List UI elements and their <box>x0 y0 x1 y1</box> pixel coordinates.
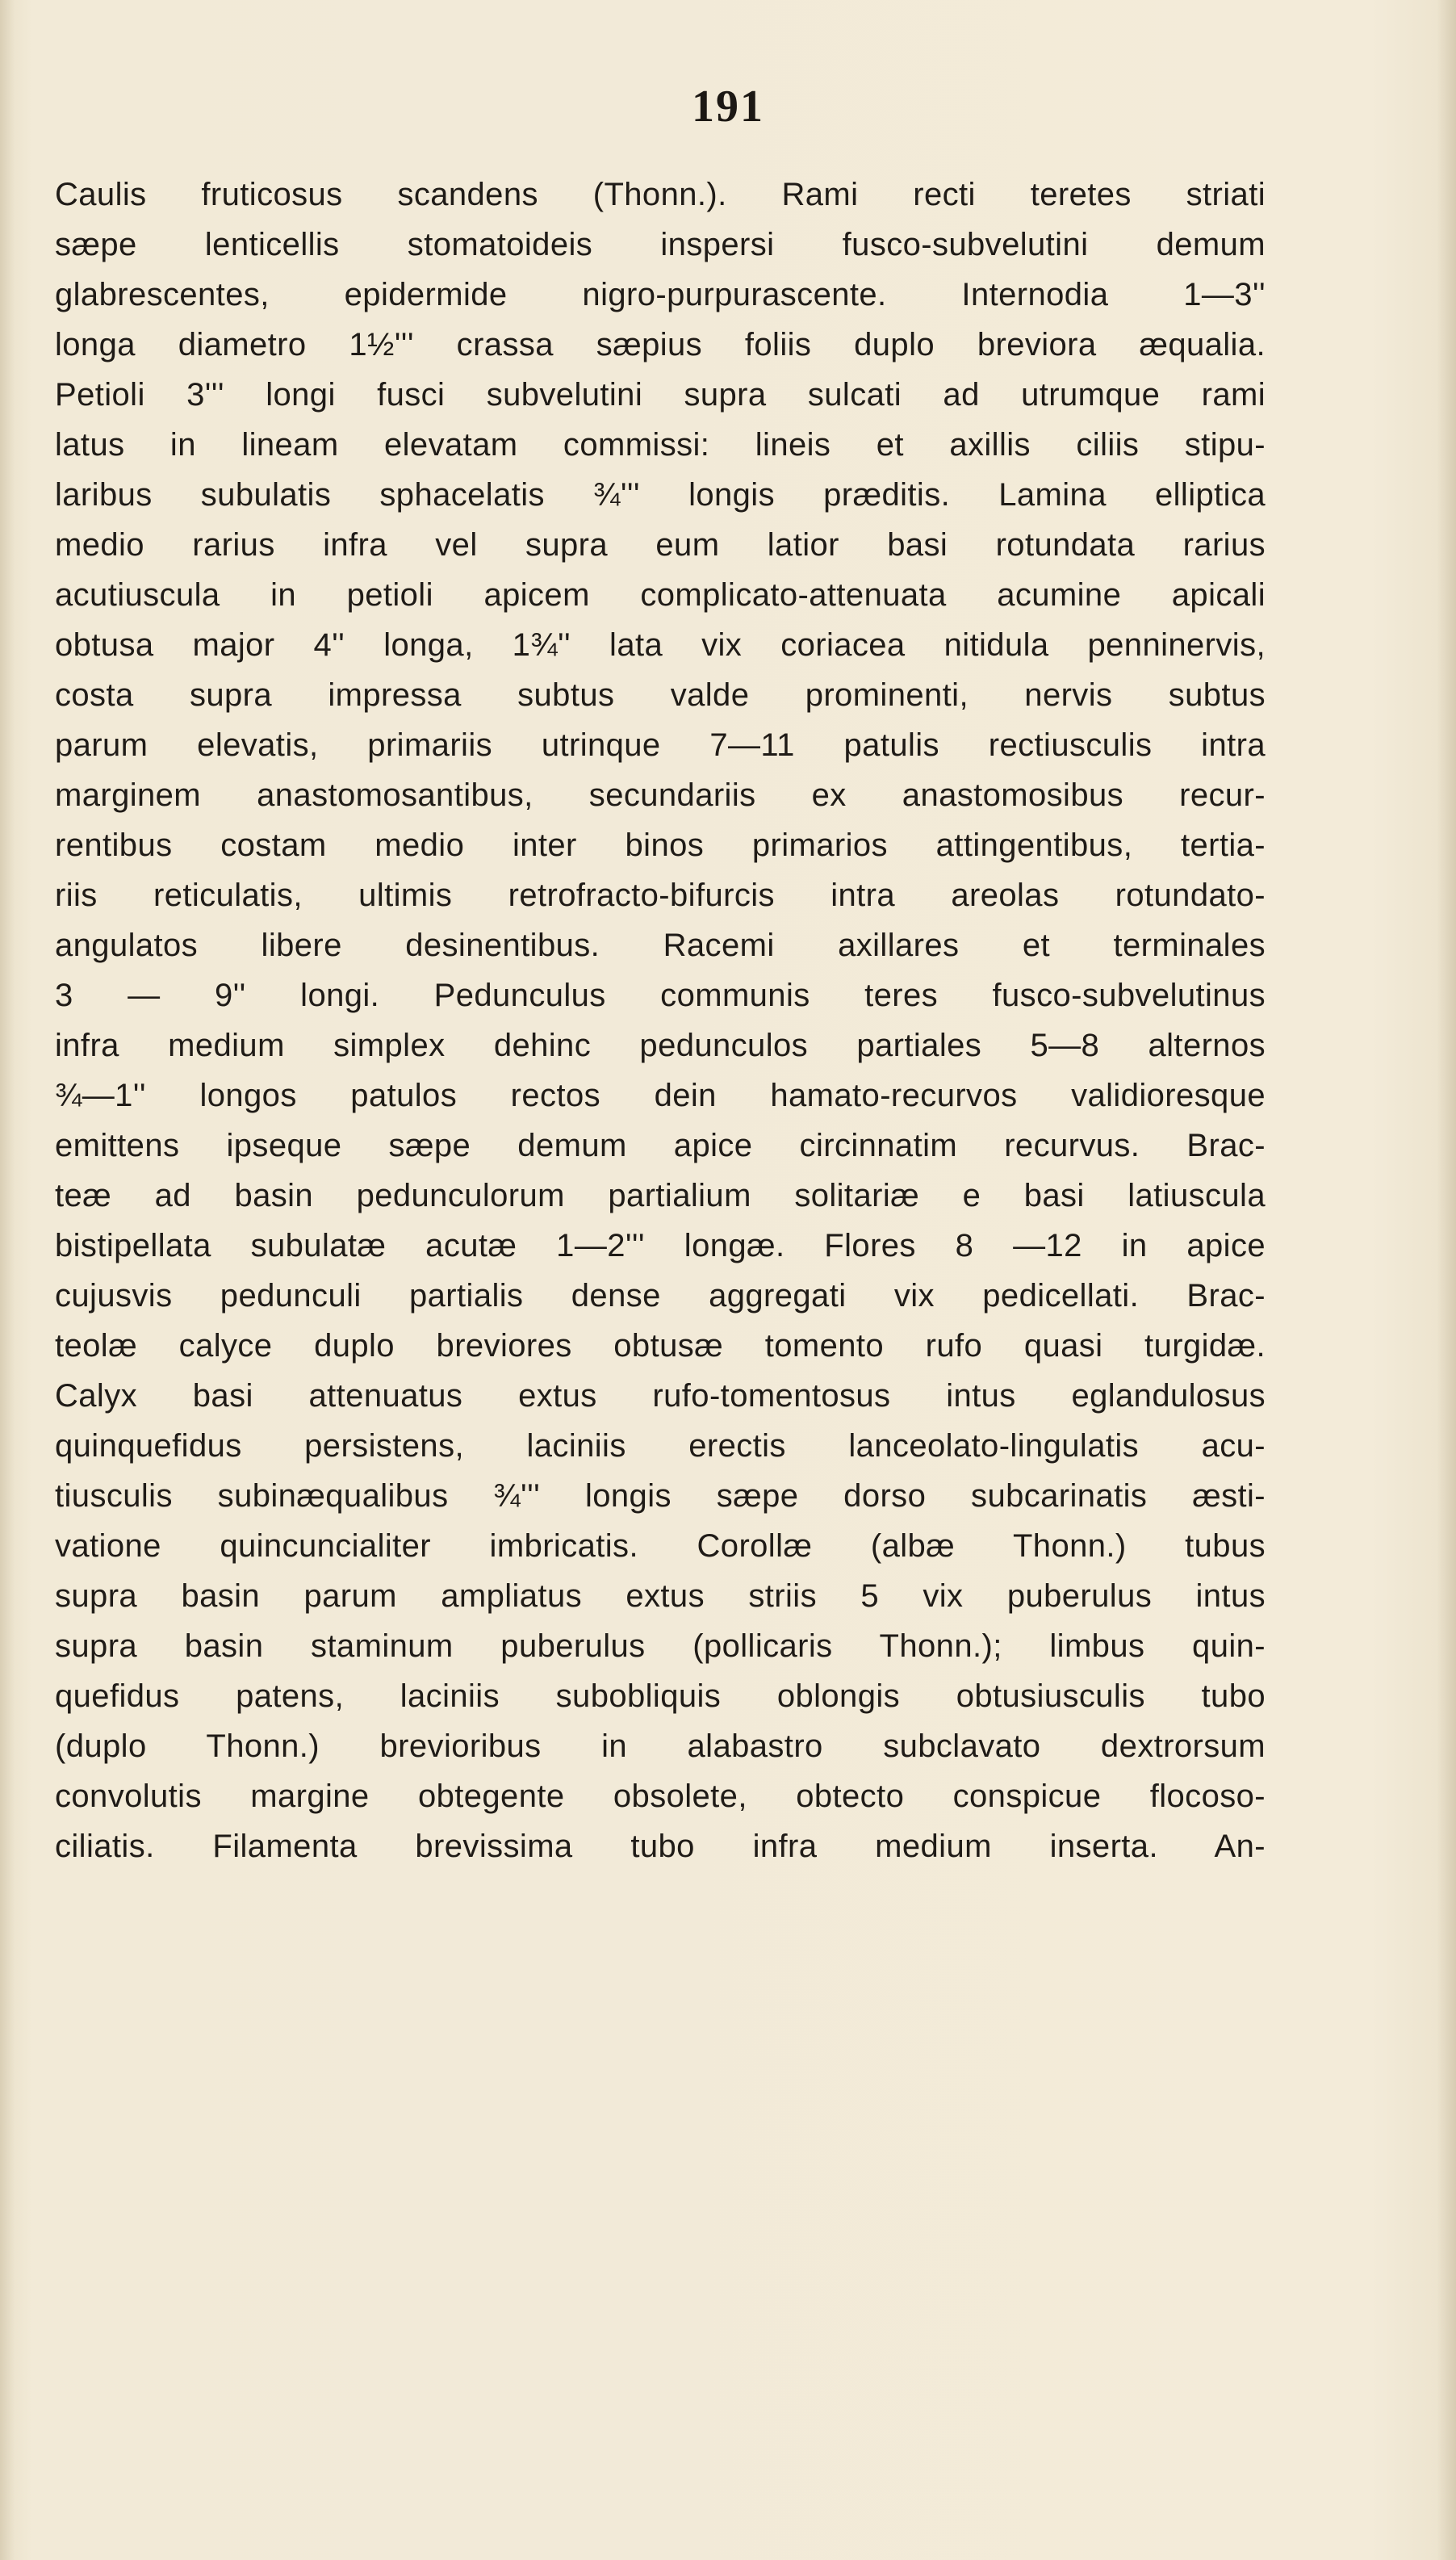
text-line: Petioli 3''' longi fusci subvelutini supra sulcati ad utrumque rami <box>55 377 1266 413</box>
text-line: tiusculis subinæqualibus ¾''' longis sæpe dorso subcarinatis æsti- <box>55 1478 1266 1514</box>
text-line: infra medium simplex dehinc pedunculos partiales 5—8 alternos <box>55 1028 1266 1063</box>
text-line: obtusa major 4'' longa, 1¾'' lata vix coriacea nitidula penninervis, <box>55 627 1266 663</box>
text-line: longa diametro 1½''' crassa sæpius foliis duplo breviora æqualia. <box>55 327 1266 362</box>
text-line: latus in lineam elevatam commissi: lineis et axillis ciliis stipu- <box>55 427 1266 463</box>
text-line: rentibus costam medio inter binos primarios attingentibus, tertia- <box>55 827 1266 863</box>
text-line: quefidus patens, laciniis subobliquis oblongis obtusiusculis tubo <box>55 1678 1266 1714</box>
text-line: medio rarius infra vel supra eum latior basi rotundata rarius <box>55 527 1266 563</box>
body-text <box>55 170 1266 1871</box>
binding-shadow <box>0 0 15 2560</box>
page-number: 191 <box>692 82 764 132</box>
text-line: cujusvis pedunculi partialis dense aggregati vix pedicellati. Brac- <box>55 1278 1266 1314</box>
text-line: (duplo Thonn.) brevioribus in alabastro subclavato dextrorsum <box>55 1728 1266 1764</box>
text-line: laribus subulatis sphacelatis ¾''' longis præditis. Lamina elliptica <box>55 477 1266 513</box>
text-line: vatione quincuncialiter imbricatis. Corollæ (albæ Thonn.) tubus <box>55 1528 1266 1564</box>
text-line: convolutis margine obtegente obsolete, obtecto conspicue flocoso- <box>55 1779 1266 1814</box>
text-line: Calyx basi attenuatus extus rufo-tomentosus intus eglandulosus <box>55 1378 1266 1414</box>
text-line: acutiuscula in petioli apicem complicato-attenuata acumine apicali <box>55 577 1266 613</box>
text-line: riis reticulatis, ultimis retrofracto-bifurcis intra areolas rotundato- <box>55 878 1266 913</box>
text-line: supra basin parum ampliatus extus striis 5 vix puberulus intus <box>55 1578 1266 1614</box>
text-line: marginem anastomosantibus, secundariis ex anastomosibus recur- <box>55 777 1266 813</box>
text-line: bistipellata subulatæ acutæ 1—2''' longæ. Flores 8 —12 in apice <box>55 1228 1266 1263</box>
text-line: teæ ad basin pedunculorum partialium solitariæ e basi latiuscula <box>55 1178 1266 1213</box>
text-line: parum elevatis, primariis utrinque 7—11 patulis rectiusculis intra <box>55 727 1266 763</box>
text-line: ciliatis. Filamenta brevissima tubo infra medium inserta. An- <box>55 1829 1266 1864</box>
text-line: 3 — 9'' longi. Pedunculus communis teres fusco-subvelutinus <box>55 978 1266 1013</box>
text-line: supra basin staminum puberulus (pollicaris Thonn.); limbus quin- <box>55 1628 1266 1664</box>
text-line: sæpe lenticellis stomatoideis inspersi fusco-subvelutini demum <box>55 227 1266 262</box>
text-line: quinquefidus persistens, laciniis erectis lanceolato-lingulatis acu- <box>55 1428 1266 1464</box>
text-line: Caulis fruticosus scandens (Thonn.). Rami recti teretes striati <box>55 177 1266 212</box>
text-line: ¾—1'' longos patulos rectos dein hamato-recurvos validioresque <box>55 1078 1266 1113</box>
text-line: costa supra impressa subtus valde prominenti, nervis subtus <box>55 677 1266 713</box>
page-edge-shadow <box>1437 0 1456 2560</box>
text-line: teolæ calyce duplo breviores obtusæ tomento rufo quasi turgidæ. <box>55 1328 1266 1364</box>
text-line: glabrescentes, epidermide nigro-purpurascente. Internodia 1—3'' <box>55 277 1266 312</box>
text-line: emittens ipseque sæpe demum apice circinnatim recurvus. Brac- <box>55 1128 1266 1163</box>
text-line: angulatos libere desinentibus. Racemi axillares et terminales <box>55 928 1266 963</box>
